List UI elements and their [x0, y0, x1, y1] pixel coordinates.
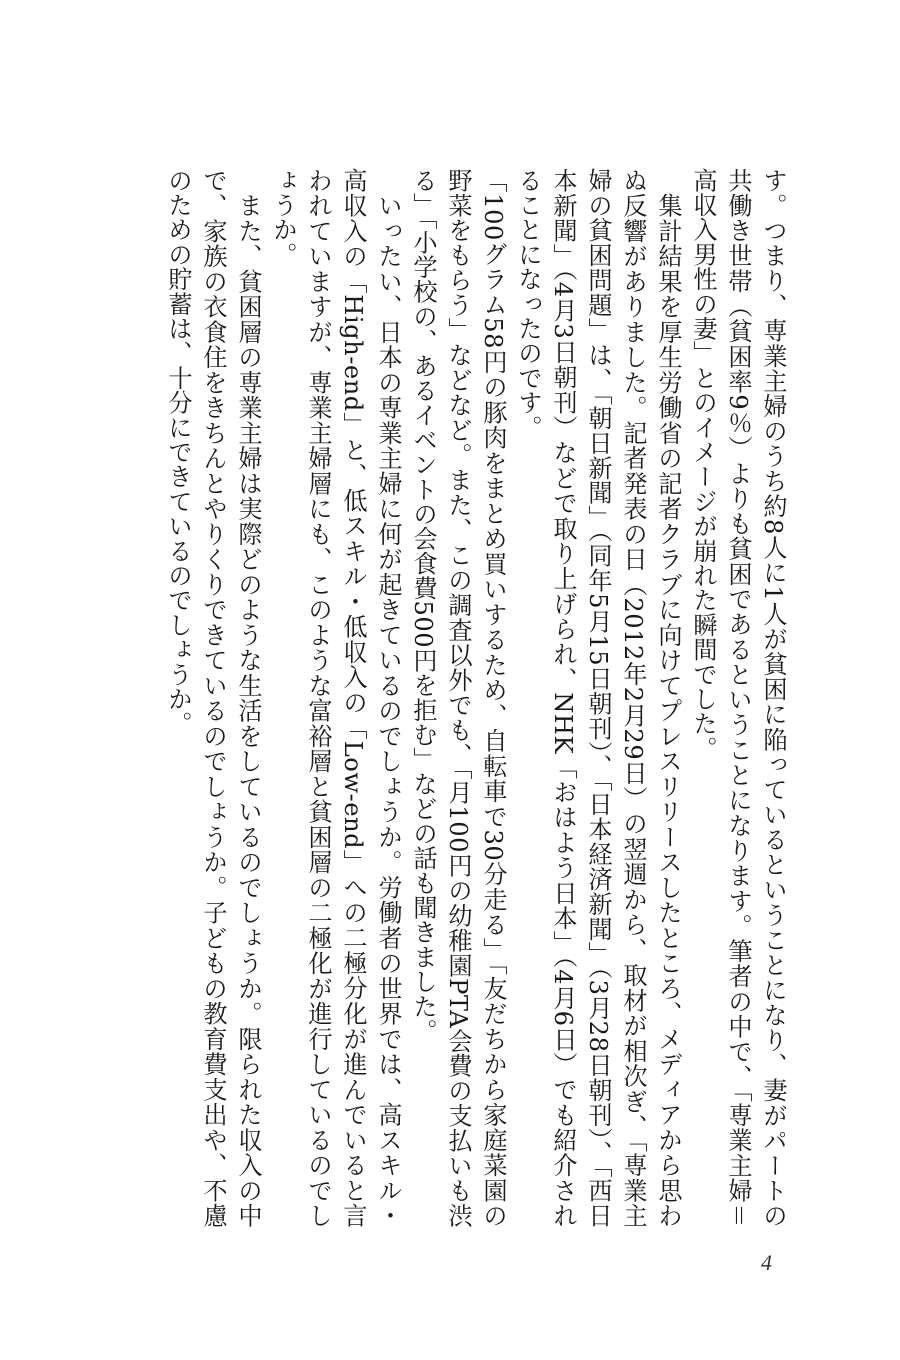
paragraph-1: す。つまり、専業主婦のうち約8人に1人が貧困に陥っているということになり、妻がパートの共働き世帯（貧困率9％）よりも貧困であるということになります。筆者の中で、「専業主婦＝高収入男性の妻」とのイメージが崩れた瞬間でした。: [689, 168, 787, 1228]
page-number: 4: [761, 1250, 772, 1275]
paragraph-4: いったい、日本の専業主婦に何が起きているのでしょうか。労働者の世界では、高スキル・高収入の「High-end」と、低スキル・低収入の「Low-end」への二極分化が進んでいると言われていますが、専業主婦層にも、このような富裕層と貧困層の二極化が進行しているのでしょうか。: [269, 168, 402, 1228]
paragraph-5: また、貧困層の専業主婦は実際どのような生活をしているのでしょうか。限られた収入の中で、家族の衣食住をきちんとやりくりできているのでしょうか。子どもの教育費支出や、不慮のための貯蓄は、十分にできているのでしょうか。: [164, 168, 262, 1228]
paragraph-3: 「100グラム58円の豚肉をまとめ買いするため、自転車で30分走る」「友だちから家庭菜園の野菜をもらう」などなど。また、この調査以外でも、「月100円の幼稚園PTA会費の支払いも渋る」「小学校の、あるイベントの会食費500円を拒む」などの話も聞きました。: [409, 168, 507, 1228]
body-text: [100, 168, 790, 1228]
paragraph-2: 集計結果を厚生労働省の記者クラブに向けてプレスリリースしたところ、メディアから思わぬ反響がありました。記者発表の日（2012年2月29日）の翌週から、取材が相次ぎ、「専業主婦の貧困問題」は、「朝日新聞」（同年5月15日朝刊）、「日本経済新聞」（3月28日朝刊）、「西日本新聞」（4月3日朝刊）などで取り上げられ、NHK「おはよう日本」（4月6日）でも紹介されることになったのです。: [514, 168, 682, 1228]
